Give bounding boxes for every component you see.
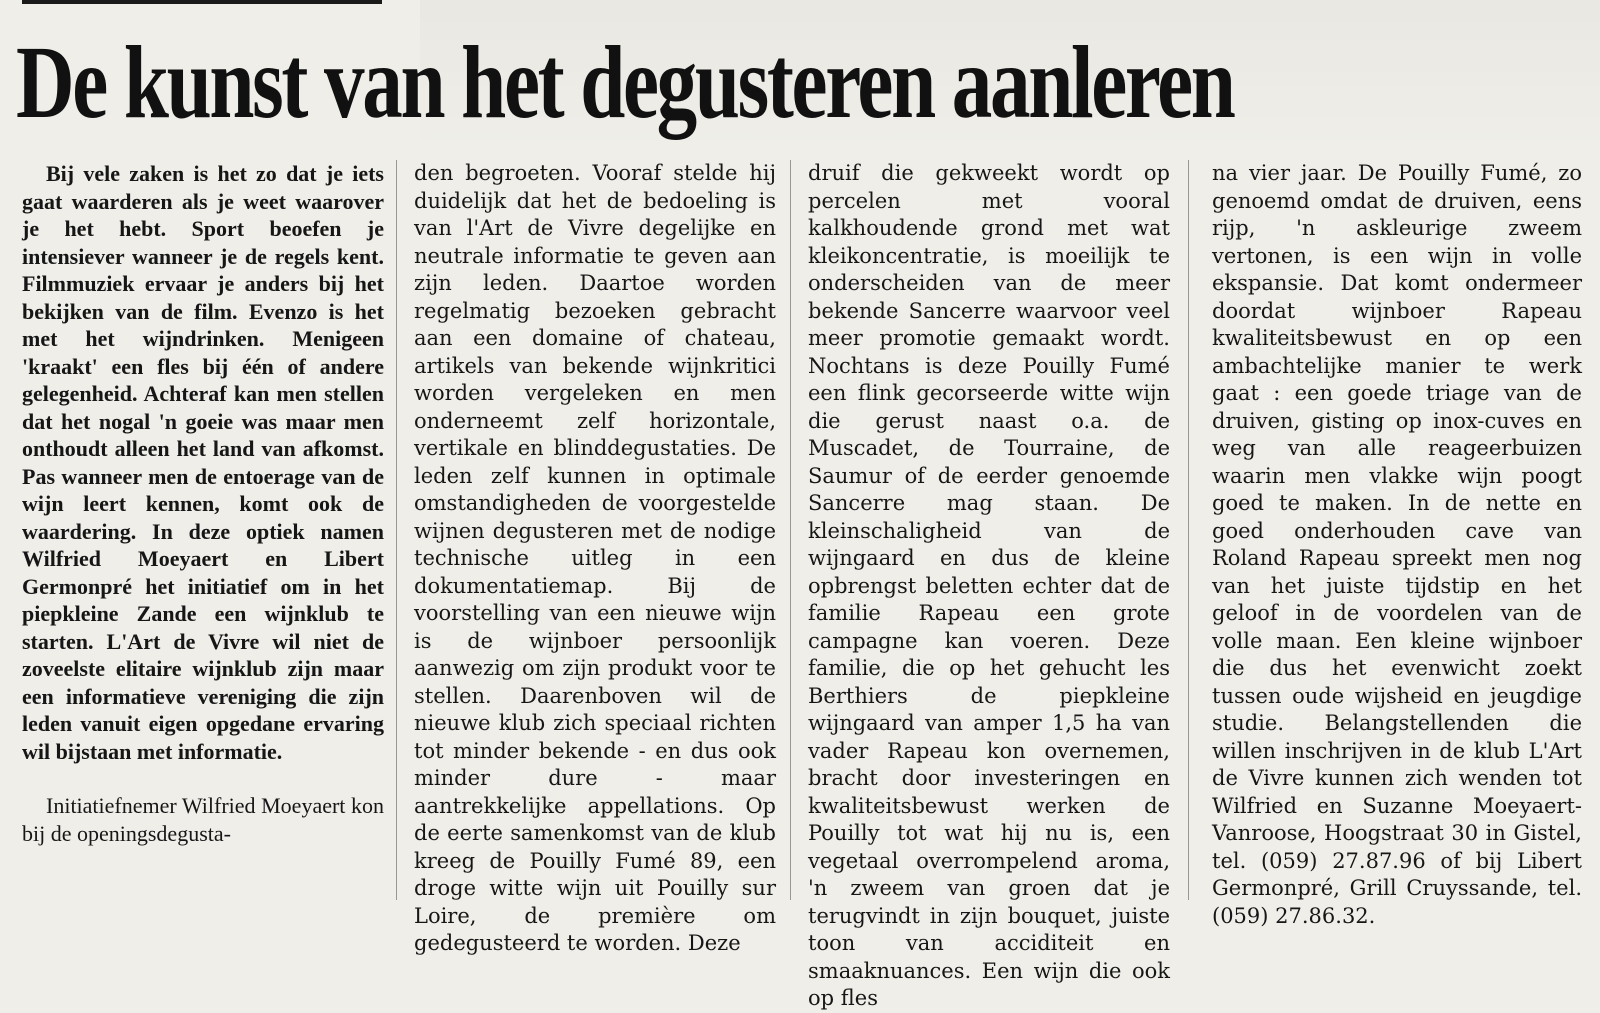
- article-paragraph: druif die gekweekt wordt op percelen met vooral kalkhoudende grond met wat kleikoncentratie, is moeilijk te onderscheiden van de meer bekende Sancerre waarvoor veel meer promotie gemaakt wordt. Nochtans is deze Pouilly Fumé een flink gecorseerde witte wijn die gerust naast o.a. de Muscadet, de Tourraine, de Saumur of de eerder genoemde Sancerre mag staan. De kleinschaligheid van de wijngaard en dus de kleine opbrengst beletten echter dat de familie Rapeau een grote campagne kan voeren. Deze familie, die op het gehucht les Berthiers de piepkleine wijngaard van amper 1,5 ha van vader Rapeau kon overnemen, bracht door investeringen en kwaliteitsbewust werken de Pouilly tot wat hij nu is, een vegetaal overrompelend aroma, 'n zweem van groen dat je terugvindt in zijn bouquet, juiste toon van acciditeit en smaaknuances. Een wijn die ook op fles: [808, 161, 1170, 1010]
- article-column-4: [1212, 160, 1582, 928]
- top-rule: [22, 0, 382, 4]
- article-column-3: [808, 160, 1170, 1010]
- column-divider: [790, 160, 791, 900]
- column-divider: [1188, 160, 1189, 900]
- article-headline: De kunst van het degusteren aanleren: [16, 25, 1234, 140]
- article-paragraph: den begroeten. Vooraf stelde hij duidelijk dat het de bedoeling is van l'Art de Vivre degelijke en neutrale informatie te geven aan zijn leden. Daartoe worden regelmatig bezoeken gebracht aan een domaine of chateau, artikels van bekende wijnkritici worden vergeleken en men onderneemt zelf horizontale, vertikale en blinddegustaties. De leden zelf kunnen in optimale omstandigheden de voorgestelde wijnen degusteren met de nodige technische uitleg in een dokumentatiemap. Bij de voorstelling van een nieuwe wijn is de wijnboer persoonlijk aanwezig om zijn produkt voor te stellen. Daarenboven wil de nieuwe klub zich speciaal richten tot minder bekende - en dus ook minder dure - maar aantrekkelijke appellations. Op de eerte samenkomst van de klub kreeg de Pouilly Fumé 89, een droge witte wijn uit Pouilly sur Loire, de première om gedegusteerd te worden. Deze: [414, 161, 776, 955]
- article-paragraph: Initiatiefnemer Wilfried Moeyaert kon bij de openingsdegusta-: [22, 793, 384, 846]
- article-column-2: [414, 160, 776, 955]
- article-lead: Bij vele zaken is het zo dat je iets gaat waarderen als je weet waarover je het hebt. Sport beoefen je intensiever wanneer je de regels kent. Filmmuziek ervaar je anders bij het bekijken van de film. Evenzo is het met het wijndrinken. Menigeen 'kraakt' een fles bij één of andere gelegenheid. Achteraf kan men stellen dat het nogal 'n goeie was maar men onthoudt alleen het land van afkomst. Pas wanneer men de entoerage van de wijn leert kennen, komt ook de waardering. In deze optiek namen Wilfried Moeyaert en Libert Germonpré het initiatief om in het piepkleine Zande een wijnklub te starten. L'Art de Vivre wil niet de zoveelste elitaire wijnklub zijn maar een informatieve vereniging die zijn leden vanuit eigen opgedane ervaring wil bijstaan met informatie.: [22, 161, 384, 764]
- article-column-1: [22, 160, 384, 900]
- article-paragraph: na vier jaar. De Pouilly Fumé, zo genoemd omdat de druiven, eens rijp, 'n askleurige zweem vertonen, is een wijn in volle ekspansie. Dat komt ondermeer doordat wijnboer Rapeau kwaliteitsbewust en op een ambachtelijke manier te werk gaat : een goede triage van de druiven, gisting op inox-cuves en weg van alle reageerbuizen waarin men vlakke wijn poogt goed te maken. In de nette en goed onderhouden cave van Roland Rapeau spreekt men nog van het juiste tijdstip en het geloof in de voordelen van de volle maan. Een kleine wijnboer die dus het evenwicht zoekt tussen oude wijsheid en jeugdige studie. Belangstellenden die willen inschrijven in de klub L'Art de Vivre kunnen zich wenden tot Wilfried en Suzanne Moeyaert-Vanroose, Hoogstraat 30 in Gistel, tel. (059) 27.87.96 of bij Libert Germonpré, Grill Cruyssande, tel. (059) 27.86.32.: [1212, 161, 1582, 928]
- column-divider: [396, 160, 397, 900]
